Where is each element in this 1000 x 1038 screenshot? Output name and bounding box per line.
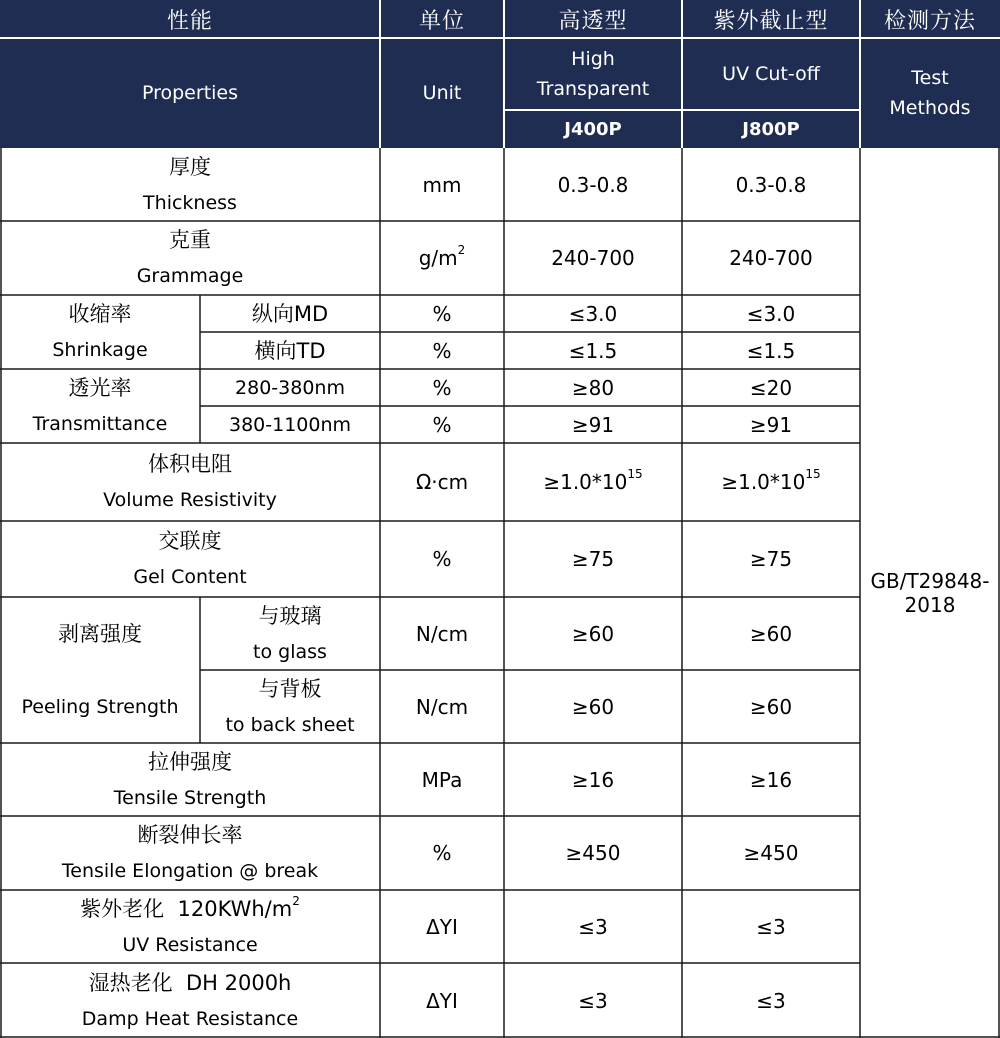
elongation-j800p: ≥450 (682, 816, 860, 890)
tensile-unit: MPa (380, 743, 504, 816)
uv-unit: ΔYI (380, 890, 504, 963)
uv-zh-text: 紫外老化 120KWh/m (80, 896, 293, 921)
damp-unit: ΔYI (380, 963, 504, 1038)
damp-j800p: ≤3 (682, 963, 860, 1038)
uv-j800p: ≤3 (682, 890, 860, 963)
header-j800p: J800P (682, 110, 860, 148)
transmittance-r1-unit: % (380, 369, 504, 406)
transmittance-r2-unit: % (380, 406, 504, 443)
shrinkage-md-j400p: ≤3.0 (504, 295, 682, 332)
row-gel-content-label (0, 521, 380, 597)
elongation-en: Tensile Elongation @ break (61, 860, 319, 882)
volume-j800p-sup: 15 (805, 467, 821, 482)
test-method-line2: 2018 (904, 593, 956, 617)
row-thickness-label (0, 148, 380, 221)
elongation-unit: % (380, 816, 504, 890)
damp-j400p: ≤3 (504, 963, 682, 1038)
volume-j400p-sup: 15 (627, 467, 643, 482)
row-damp-heat-label (0, 963, 380, 1038)
header-j400p: J400P (504, 110, 682, 148)
header-method-en-line1: Test (911, 67, 949, 89)
peeling-back-j400p: ≥60 (504, 670, 682, 743)
peeling-back-en: to back sheet (225, 713, 355, 736)
volume-unit: Ω·cm (380, 443, 504, 521)
transmittance-r1-j400p: ≥80 (504, 369, 682, 406)
shrinkage-td-label: 横向TD (200, 332, 380, 369)
row-transmittance-label (0, 369, 200, 443)
thickness-en: Thickness (143, 191, 237, 214)
transmittance-zh: 透光率 (68, 376, 132, 400)
header-unit-zh: 单位 (380, 0, 504, 38)
row-shrinkage-label (0, 295, 200, 369)
shrinkage-zh: 收缩率 (68, 302, 132, 326)
tensile-j400p: ≥16 (504, 743, 682, 816)
shrinkage-en: Shrinkage (52, 339, 148, 361)
header-unit-en: Unit (380, 38, 504, 148)
transmittance-r2-label: 380-1100nm (200, 406, 380, 443)
thickness-j400p: 0.3-0.8 (504, 148, 682, 221)
peeling-back-j800p: ≥60 (682, 670, 860, 743)
transmittance-r1-j800p: ≤20 (682, 369, 860, 406)
shrinkage-td-unit: % (380, 332, 504, 369)
uv-en: UV Resistance (122, 933, 258, 956)
transmittance-r2-j800p: ≥91 (682, 406, 860, 443)
elongation-zh: 断裂伸长率 (137, 823, 243, 847)
test-method-line1: GB/T29848- (870, 569, 990, 593)
tensile-j800p: ≥16 (682, 743, 860, 816)
header-properties-zh: 性能 (0, 0, 380, 38)
grammage-j800p: 240-700 (682, 221, 860, 295)
tensile-zh: 拉伸强度 (148, 749, 232, 774)
header-properties-en: Properties (0, 38, 380, 148)
gel-unit: % (380, 521, 504, 597)
header-high-transparent-zh: 高透型 (504, 0, 682, 38)
peeling-back-label (200, 670, 380, 743)
shrinkage-md-j800p: ≤3.0 (682, 295, 860, 332)
shrinkage-td-j400p: ≤1.5 (504, 332, 682, 369)
damp-zh: 湿热老化 DH 2000h (88, 970, 292, 995)
transmittance-en: Transmittance (32, 413, 168, 435)
grammage-unit-base: g/m (418, 246, 458, 270)
header-test-method-zh: 检测方法 (860, 0, 1000, 38)
peeling-glass-unit: N/cm (380, 597, 504, 670)
volume-j400p (504, 443, 682, 521)
thickness-zh: 厚度 (169, 154, 211, 179)
header-high-en-line2: Transparent (536, 78, 650, 100)
volume-j800p (682, 443, 860, 521)
header-high-transparent-en (504, 38, 682, 110)
grammage-unit (380, 221, 504, 295)
grammage-unit-sup: 2 (457, 243, 466, 258)
peeling-glass-zh: 与玻璃 (258, 603, 322, 628)
grammage-zh: 克重 (169, 228, 211, 252)
uv-j400p: ≤3 (504, 890, 682, 963)
shrinkage-td-j800p: ≤1.5 (682, 332, 860, 369)
damp-en: Damp Heat Resistance (81, 1007, 299, 1030)
grammage-j400p: 240-700 (504, 221, 682, 295)
row-volume-resistivity-label (0, 443, 380, 521)
peeling-back-zh: 与背板 (258, 676, 322, 701)
peeling-back-unit: N/cm (380, 670, 504, 743)
gel-en: Gel Content (133, 566, 247, 588)
gel-zh: 交联度 (158, 529, 222, 553)
elongation-j400p: ≥450 (504, 816, 682, 890)
volume-j400p-base: ≥1.0*10 (543, 470, 628, 494)
header-test-method-en (860, 38, 1000, 148)
volume-j800p-base: ≥1.0*10 (721, 470, 806, 494)
tensile-en: Tensile Strength (113, 786, 267, 809)
peeling-en: Peeling Strength (0, 670, 200, 743)
gel-j400p: ≥75 (504, 521, 682, 597)
shrinkage-md-label: 纵向MD (200, 295, 380, 332)
header-method-en-line2: Methods (889, 97, 971, 119)
uv-zh (80, 891, 300, 927)
volume-en: Volume Resistivity (103, 489, 277, 511)
peeling-glass-j400p: ≥60 (504, 597, 682, 670)
thickness-j800p: 0.3-0.8 (682, 148, 860, 221)
header-uv-cutoff-zh: 紫外截止型 (682, 0, 860, 38)
peeling-glass-label (200, 597, 380, 670)
shrinkage-md-unit: % (380, 295, 504, 332)
gel-j800p: ≥75 (682, 521, 860, 597)
peeling-zh: 剥离强度 (0, 597, 200, 670)
row-uv-resistance-label (0, 890, 380, 963)
uv-zh-sup: 2 (292, 893, 300, 908)
header-uv-cutoff-en: UV Cut-off (682, 38, 860, 110)
volume-zh: 体积电阻 (148, 452, 232, 476)
peeling-glass-en: to glass (253, 640, 327, 663)
transmittance-r1-label: 280-380nm (200, 369, 380, 406)
row-grammage-label (0, 221, 380, 295)
header-high-en-line1: High (571, 48, 615, 70)
transmittance-r2-j400p: ≥91 (504, 406, 682, 443)
thickness-unit: mm (380, 148, 504, 221)
row-elongation-label (0, 816, 380, 890)
peeling-glass-j800p: ≥60 (682, 597, 860, 670)
row-tensile-strength-label (0, 743, 380, 816)
test-method-cell (860, 148, 1000, 1038)
grammage-en: Grammage (136, 265, 244, 287)
